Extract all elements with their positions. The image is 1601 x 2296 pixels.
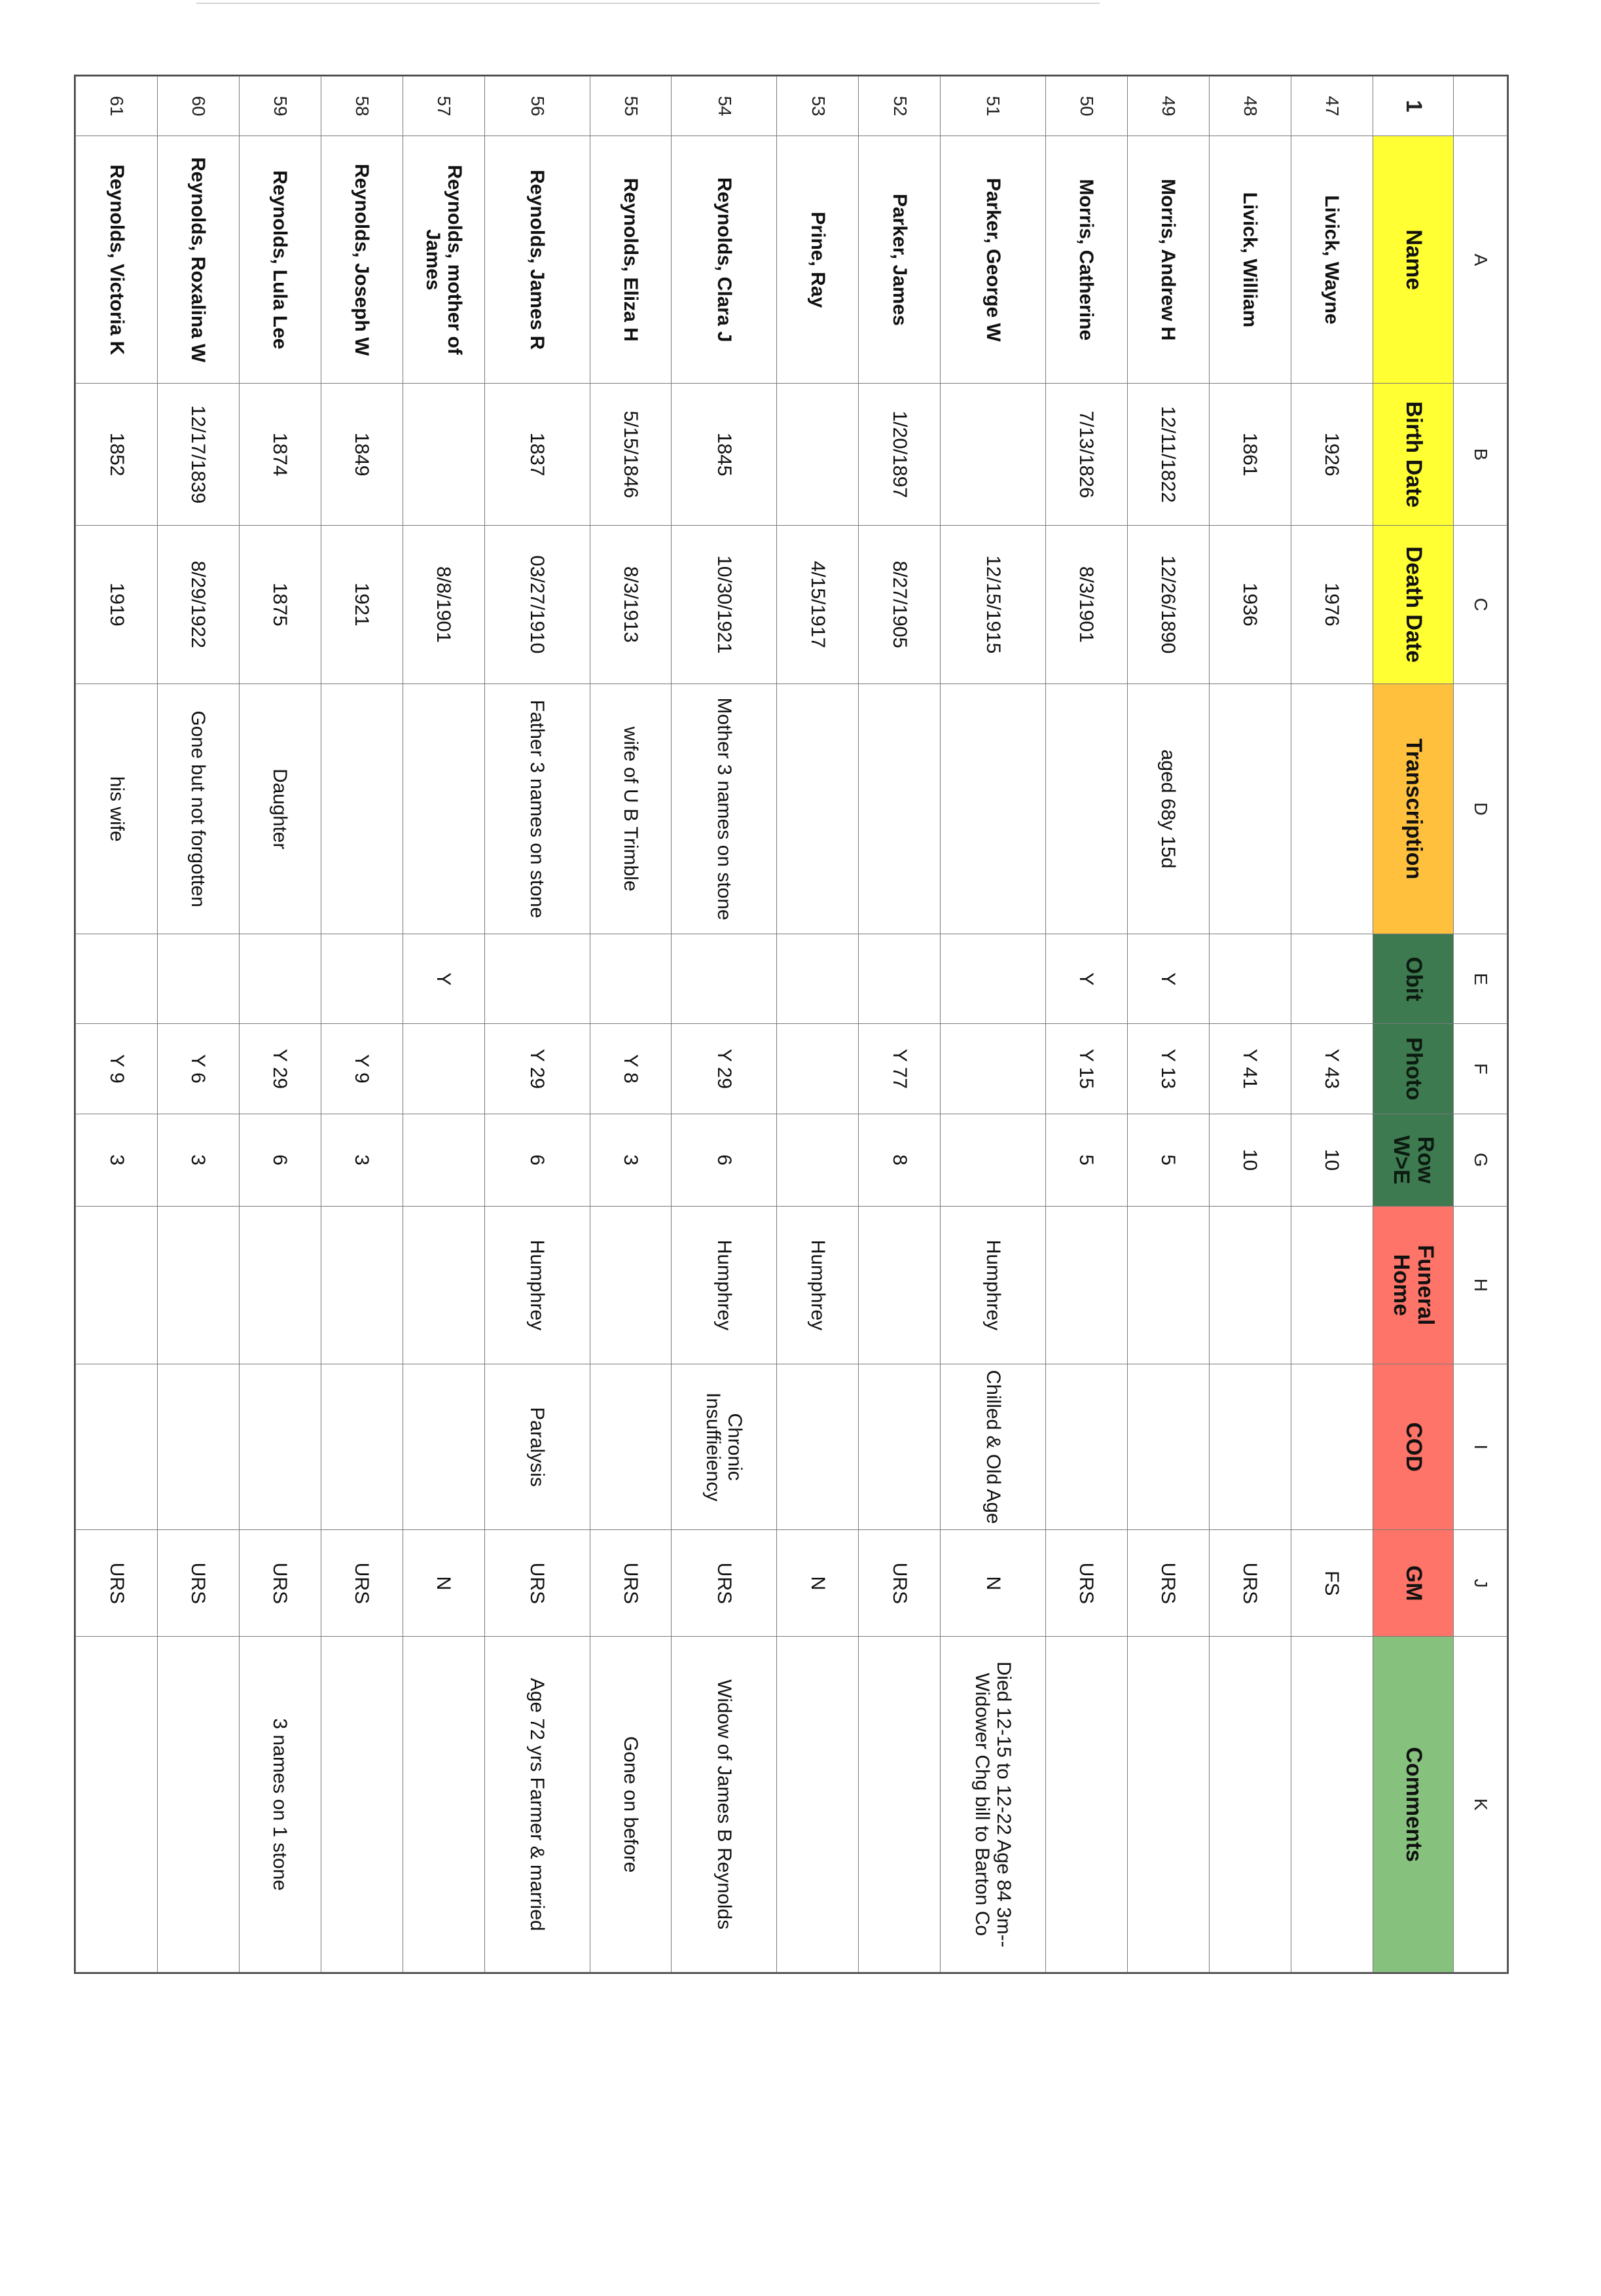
obit-cell: Y <box>403 934 484 1024</box>
table-row <box>484 77 590 1973</box>
header-obit: Obit <box>1373 934 1454 1024</box>
obit-cell <box>76 934 158 1024</box>
funeral-home-cell <box>239 1206 321 1364</box>
name-cell: Parker, George W <box>941 136 1046 384</box>
obit-cell <box>590 934 672 1024</box>
row-we-cell <box>403 1114 484 1206</box>
comments-cell: Died 12-15 to 12-22 Age 84 3m--Widower Chg bill to Barton Co <box>941 1637 1046 1973</box>
death-date-cell: 12/15/1915 <box>941 525 1046 683</box>
funeral-home-cell <box>403 1206 484 1364</box>
name-cell: Reynolds, mother of James <box>403 136 484 384</box>
photo-cell: Y 15 <box>1046 1024 1128 1114</box>
col-letter-g: G <box>1454 1114 1507 1206</box>
comments-cell <box>76 1637 158 1973</box>
row-number: 52 <box>859 77 941 136</box>
header-row-we: Row W>E <box>1373 1114 1454 1206</box>
scan-top-edge <box>196 3 1100 4</box>
birth-date-cell: 1852 <box>76 384 158 525</box>
cod-cell <box>1127 1364 1209 1530</box>
comments-cell <box>1209 1637 1291 1973</box>
row-we-cell: 6 <box>484 1114 590 1206</box>
name-cell: Morris, Catherine <box>1046 136 1128 384</box>
table-row <box>321 77 403 1973</box>
row-number: 56 <box>484 77 590 136</box>
death-date-cell: 10/30/1921 <box>672 525 777 683</box>
obit-cell <box>941 934 1046 1024</box>
funeral-home-cell <box>158 1206 240 1364</box>
cod-cell <box>859 1364 941 1530</box>
funeral-home-cell <box>1046 1206 1128 1364</box>
col-letter-k: K <box>1454 1637 1507 1973</box>
obit-cell <box>239 934 321 1024</box>
table-row <box>158 77 240 1973</box>
birth-date-cell <box>403 384 484 525</box>
row-we-cell: 3 <box>158 1114 240 1206</box>
funeral-home-cell <box>76 1206 158 1364</box>
photo-cell <box>777 1024 859 1114</box>
name-cell: Parker, James <box>859 136 941 384</box>
comments-cell <box>158 1637 240 1973</box>
gm-cell: URS <box>239 1530 321 1637</box>
row-number: 48 <box>1209 77 1291 136</box>
transcription-cell: Mother 3 names on stone <box>672 683 777 934</box>
birth-date-cell: 12/17/1839 <box>158 384 240 525</box>
table-row <box>1209 77 1291 1973</box>
photo-cell <box>941 1024 1046 1114</box>
funeral-home-cell <box>859 1206 941 1364</box>
col-letter-e: E <box>1454 934 1507 1024</box>
table-row <box>1046 77 1128 1973</box>
obit-cell <box>158 934 240 1024</box>
name-cell: Morris, Andrew H <box>1127 136 1209 384</box>
obit-cell: Y <box>1046 934 1128 1024</box>
obit-cell <box>321 934 403 1024</box>
name-cell: Reynolds, Lula Lee <box>239 136 321 384</box>
table-row <box>590 77 672 1973</box>
row-we-cell: 3 <box>590 1114 672 1206</box>
death-date-cell: 1936 <box>1209 525 1291 683</box>
row-we-cell: 10 <box>1291 1114 1373 1206</box>
transcription-cell: Gone but not forgotten <box>158 683 240 934</box>
transcription-cell <box>1291 683 1373 934</box>
header-gm: GM <box>1373 1530 1454 1637</box>
photo-cell: Y 29 <box>484 1024 590 1114</box>
gm-cell: URS <box>76 1530 158 1637</box>
gm-cell: N <box>777 1530 859 1637</box>
header-transcription: Transcription <box>1373 683 1454 934</box>
gm-cell: N <box>941 1530 1046 1637</box>
comments-cell <box>777 1637 859 1973</box>
funeral-home-cell <box>1127 1206 1209 1364</box>
name-cell: Livick, Wayne <box>1291 136 1373 384</box>
cod-cell <box>239 1364 321 1530</box>
transcription-cell: Father 3 names on stone <box>484 683 590 934</box>
row-number: 47 <box>1291 77 1373 136</box>
obit-cell <box>1291 934 1373 1024</box>
gm-cell: URS <box>484 1530 590 1637</box>
row-number: 53 <box>777 77 859 136</box>
obit-cell <box>484 934 590 1024</box>
col-letter-a: A <box>1454 136 1507 384</box>
records-table <box>75 76 1507 1973</box>
gm-cell: URS <box>672 1530 777 1637</box>
name-cell: Reynolds, Eliza H <box>590 136 672 384</box>
gm-cell: URS <box>1209 1530 1291 1637</box>
transcription-cell: his wife <box>76 683 158 934</box>
funeral-home-cell <box>321 1206 403 1364</box>
gm-cell: URS <box>859 1530 941 1637</box>
header-cod: COD <box>1373 1364 1454 1530</box>
table-row <box>403 77 484 1973</box>
row-number: 49 <box>1127 77 1209 136</box>
transcription-cell <box>777 683 859 934</box>
cod-cell <box>158 1364 240 1530</box>
comments-cell <box>1127 1637 1209 1973</box>
spreadsheet-scan <box>74 75 1509 1974</box>
birth-date-cell <box>941 384 1046 525</box>
transcription-cell <box>403 683 484 934</box>
gm-cell: URS <box>321 1530 403 1637</box>
funeral-home-cell <box>1291 1206 1373 1364</box>
gm-cell: URS <box>1127 1530 1209 1637</box>
cod-cell <box>590 1364 672 1530</box>
comments-cell <box>1046 1637 1128 1973</box>
cod-cell: Chronic Insuffieiency <box>672 1364 777 1530</box>
table-row <box>672 77 777 1973</box>
row-number: 57 <box>403 77 484 136</box>
death-date-cell: 8/8/1901 <box>403 525 484 683</box>
name-cell: Reynolds, James R <box>484 136 590 384</box>
row-number: 51 <box>941 77 1046 136</box>
row-number: 50 <box>1046 77 1128 136</box>
row-we-cell: 6 <box>239 1114 321 1206</box>
table-row <box>777 77 859 1973</box>
obit-cell <box>672 934 777 1024</box>
photo-cell: Y 43 <box>1291 1024 1373 1114</box>
name-cell: Reynolds, Roxalina W <box>158 136 240 384</box>
header-row <box>1373 77 1454 1973</box>
comments-cell: 3 names on 1 stone <box>239 1637 321 1973</box>
death-date-cell: 1875 <box>239 525 321 683</box>
photo-cell: Y 29 <box>239 1024 321 1114</box>
header-funeral-home: Funeral Home <box>1373 1206 1454 1364</box>
photo-cell: Y 29 <box>672 1024 777 1114</box>
comments-cell <box>321 1637 403 1973</box>
table-row <box>76 77 158 1973</box>
death-date-cell: 03/27/1910 <box>484 525 590 683</box>
obit-cell <box>859 934 941 1024</box>
death-date-cell: 1921 <box>321 525 403 683</box>
cod-cell: Chilled & Old Age <box>941 1364 1046 1530</box>
row-number: 1 <box>1373 77 1454 136</box>
col-letter-i: I <box>1454 1364 1507 1530</box>
funeral-home-cell <box>590 1206 672 1364</box>
header-comments: Comments <box>1373 1637 1454 1973</box>
transcription-cell: aged 68y 15d <box>1127 683 1209 934</box>
header-name: Name <box>1373 136 1454 384</box>
gm-cell: FS <box>1291 1530 1373 1637</box>
col-letter-d: D <box>1454 683 1507 934</box>
funeral-home-cell <box>1209 1206 1291 1364</box>
col-letter-h: H <box>1454 1206 1507 1364</box>
photo-cell: Y 9 <box>321 1024 403 1114</box>
death-date-cell: 8/3/1913 <box>590 525 672 683</box>
birth-date-cell: 1874 <box>239 384 321 525</box>
death-date-cell: 8/29/1922 <box>158 525 240 683</box>
header-birth-date: Birth Date <box>1373 384 1454 525</box>
birth-date-cell: 1849 <box>321 384 403 525</box>
name-cell: Livick, William <box>1209 136 1291 384</box>
obit-cell <box>1209 934 1291 1024</box>
funeral-home-cell: Humphrey <box>777 1206 859 1364</box>
cod-cell <box>403 1364 484 1530</box>
funeral-home-cell: Humphrey <box>484 1206 590 1364</box>
row-number: 54 <box>672 77 777 136</box>
photo-cell: Y 9 <box>76 1024 158 1114</box>
death-date-cell: 1976 <box>1291 525 1373 683</box>
birth-date-cell: 1926 <box>1291 384 1373 525</box>
transcription-cell: wife of U B Trimble <box>590 683 672 934</box>
name-cell: Reynolds, Clara J <box>672 136 777 384</box>
birth-date-cell: 1845 <box>672 384 777 525</box>
obit-cell <box>777 934 859 1024</box>
gm-cell: URS <box>158 1530 240 1637</box>
row-we-cell: 3 <box>321 1114 403 1206</box>
death-date-cell: 1919 <box>76 525 158 683</box>
transcription-cell: Daughter <box>239 683 321 934</box>
row-we-cell: 10 <box>1209 1114 1291 1206</box>
photo-cell <box>403 1024 484 1114</box>
comments-cell <box>859 1637 941 1973</box>
row-number: 59 <box>239 77 321 136</box>
birth-date-cell <box>777 384 859 525</box>
cod-cell <box>321 1364 403 1530</box>
cod-cell <box>1046 1364 1128 1530</box>
table-row <box>239 77 321 1973</box>
row-we-cell: 5 <box>1127 1114 1209 1206</box>
birth-date-cell: 1861 <box>1209 384 1291 525</box>
header-photo: Photo <box>1373 1024 1454 1114</box>
table-row <box>1127 77 1209 1973</box>
name-cell: Reynolds, Victoria K <box>76 136 158 384</box>
obit-cell: Y <box>1127 934 1209 1024</box>
row-we-cell: 3 <box>76 1114 158 1206</box>
table-row <box>1291 77 1373 1973</box>
photo-cell: Y 41 <box>1209 1024 1291 1114</box>
row-number: 61 <box>76 77 158 136</box>
death-date-cell: 12/26/1890 <box>1127 525 1209 683</box>
cod-cell <box>777 1364 859 1530</box>
cod-cell: Paralysis <box>484 1364 590 1530</box>
row-number: 55 <box>590 77 672 136</box>
transcription-cell <box>859 683 941 934</box>
row-we-cell <box>941 1114 1046 1206</box>
comments-cell <box>1291 1637 1373 1973</box>
gm-cell: URS <box>590 1530 672 1637</box>
col-letter-f: F <box>1454 1024 1507 1114</box>
death-date-cell: 4/15/1917 <box>777 525 859 683</box>
col-letter-c: C <box>1454 525 1507 683</box>
row-we-cell: 8 <box>859 1114 941 1206</box>
funeral-home-cell: Humphrey <box>672 1206 777 1364</box>
photo-cell: Y 8 <box>590 1024 672 1114</box>
comments-cell: Widow of James B Reynolds <box>672 1637 777 1973</box>
comments-cell <box>403 1637 484 1973</box>
transcription-cell <box>321 683 403 934</box>
comments-cell: Gone on before <box>590 1637 672 1973</box>
death-date-cell: 8/3/1901 <box>1046 525 1128 683</box>
death-date-cell: 8/27/1905 <box>859 525 941 683</box>
photo-cell: Y 13 <box>1127 1024 1209 1114</box>
table-row <box>941 77 1046 1973</box>
gm-cell: N <box>403 1530 484 1637</box>
header-death-date: Death Date <box>1373 525 1454 683</box>
cod-cell <box>76 1364 158 1530</box>
row-we-cell: 6 <box>672 1114 777 1206</box>
table-row <box>859 77 941 1973</box>
gm-cell: URS <box>1046 1530 1128 1637</box>
photo-cell: Y 6 <box>158 1024 240 1114</box>
row-number: 58 <box>321 77 403 136</box>
col-letter-b: B <box>1454 384 1507 525</box>
row-we-cell: 5 <box>1046 1114 1128 1206</box>
column-letters-row <box>1454 77 1507 1973</box>
col-letter-j: J <box>1454 1530 1507 1637</box>
transcription-cell <box>1209 683 1291 934</box>
funeral-home-cell: Humphrey <box>941 1206 1046 1364</box>
corner-cell <box>1454 77 1507 136</box>
name-cell: Prine, Ray <box>777 136 859 384</box>
cod-cell <box>1291 1364 1373 1530</box>
transcription-cell <box>1046 683 1128 934</box>
photo-cell: Y 77 <box>859 1024 941 1114</box>
birth-date-cell: 1/20/1897 <box>859 384 941 525</box>
cod-cell <box>1209 1364 1291 1530</box>
birth-date-cell: 1837 <box>484 384 590 525</box>
comments-cell: Age 72 yrs Farmer & married <box>484 1637 590 1973</box>
birth-date-cell: 12/11/1822 <box>1127 384 1209 525</box>
row-we-cell <box>777 1114 859 1206</box>
birth-date-cell: 5/15/1846 <box>590 384 672 525</box>
row-number: 60 <box>158 77 240 136</box>
name-cell: Reynolds, Joseph W <box>321 136 403 384</box>
transcription-cell <box>941 683 1046 934</box>
birth-date-cell: 7/13/1826 <box>1046 384 1128 525</box>
